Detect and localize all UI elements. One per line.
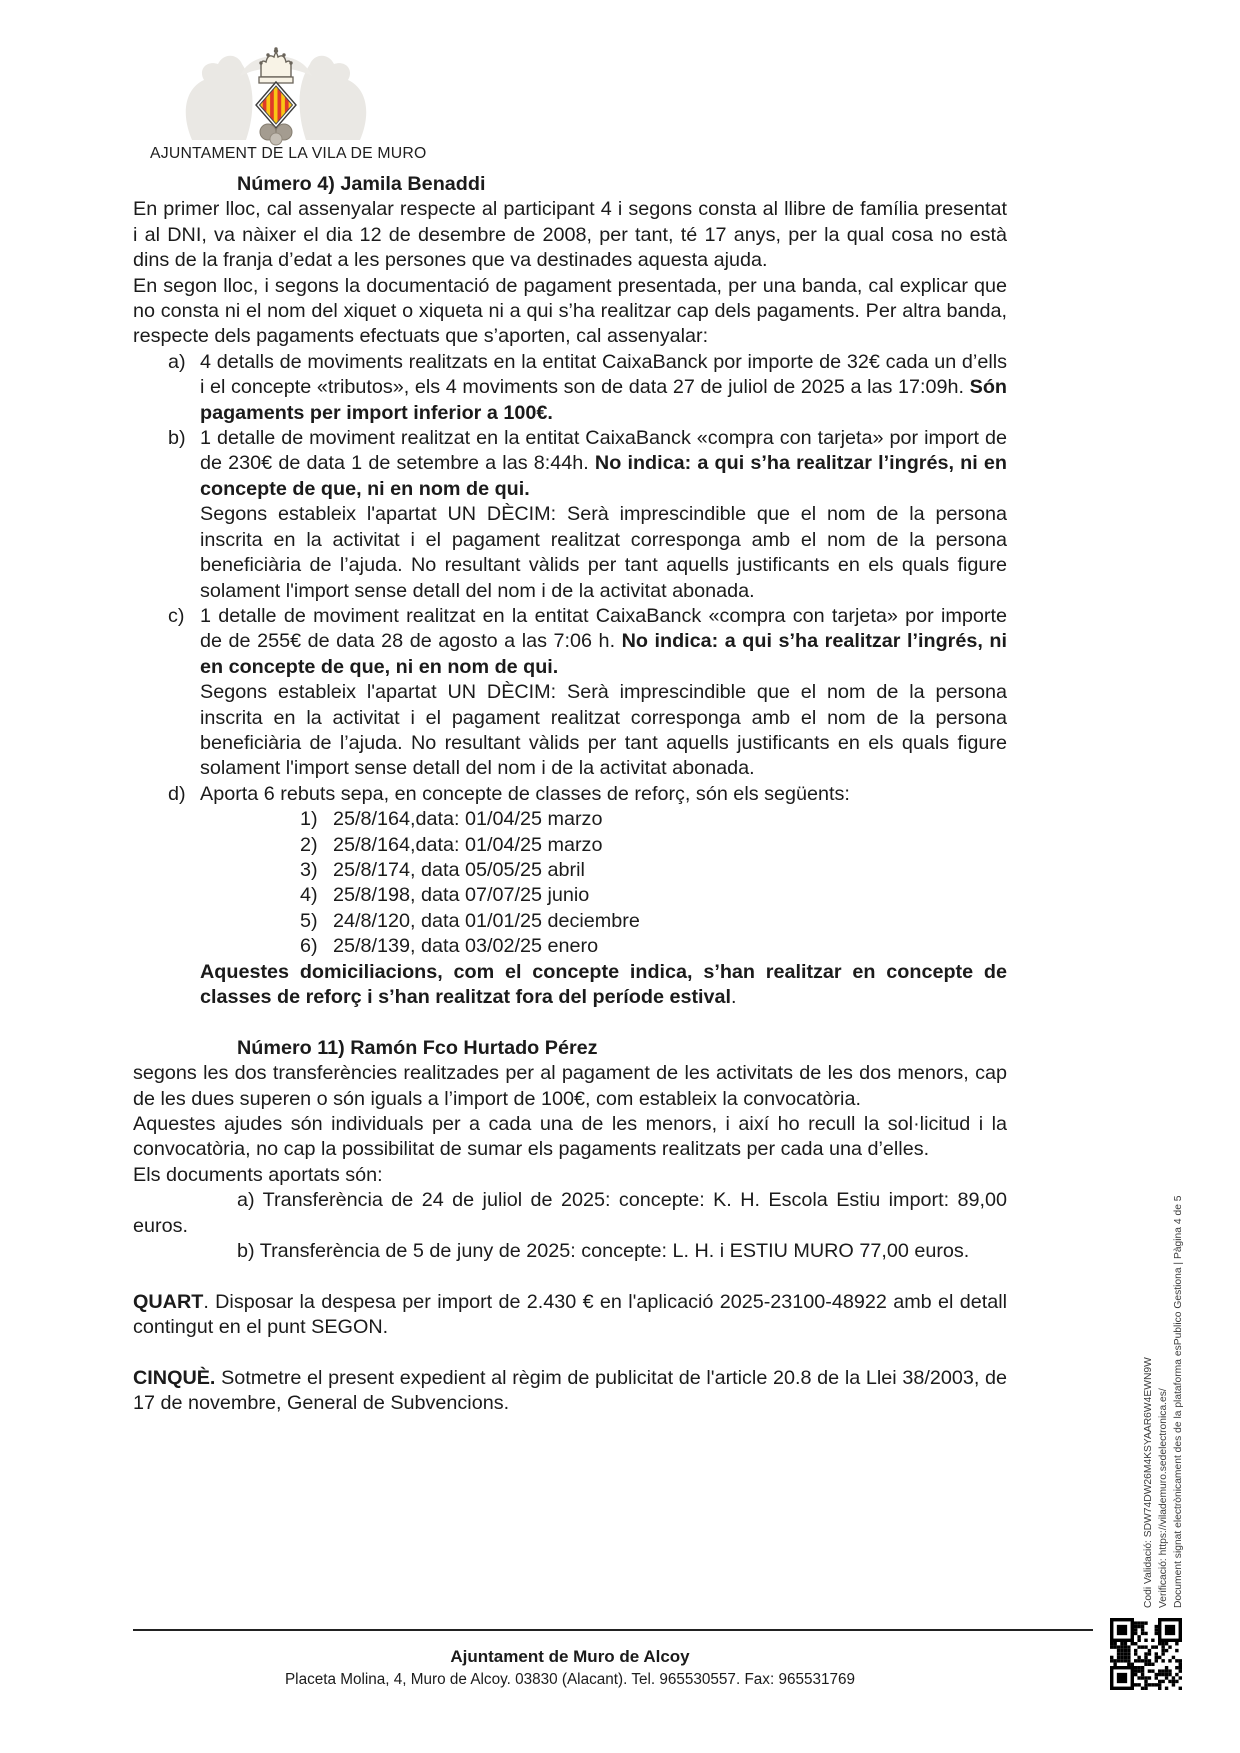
body-text: 1 detalle de moviment realitzat en la entitat CaixaBanck «compra con tarjeta» por importe de de 255€ de data 28 de agosto a las 7:06 h. [200,604,1007,653]
document-body [133,172,1007,1417]
paragraph: b) Transferència de 5 de juny de 2025: concepte: L. H. i ESTIU MURO 77,00 euros. [237,1240,970,1263]
paragraph-quart [133,1290,1007,1341]
list-item-d [133,782,1007,1011]
receipt-row [300,833,1007,858]
paragraph [200,350,1007,426]
receipt-number: 6) [300,935,318,958]
emphasis-text: QUART [133,1290,204,1313]
list-item-c [133,604,1007,782]
signature-metadata [1142,980,1188,1608]
receipt-row [300,807,1007,832]
footer-address: Placeta Molina, 4, Muro de Alcoy. 03830 (Alacant). Tel. 965530557. Fax: 965531769 [284,1671,856,1688]
emphasis-text: Són pagaments per import inferior a 100€. [200,376,1007,424]
paragraph [200,960,1007,1011]
list-marker: c) [168,604,185,627]
footer-organization: Ajuntament de Muro de Alcoy [450,1647,690,1666]
receipt-number: 3) [300,858,318,881]
body-text: . Disposar la despesa per import de 2.430 € en l'aplicació 2025-23100-48922 amb el detall contingut en el punt SEGON. [133,1290,1007,1339]
coat-of-arms-icon [128,36,428,148]
receipt-row [300,934,1007,959]
logo-caption: AJUNTAMENT DE LA VILA DE MURO [150,145,427,162]
receipt-number: 5) [300,909,318,932]
paragraph: Aquestes ajudes són individuals per a cada una de les menors, i així ho recull la sol·licitud i la convocatòria, no cap la possibilitat de sumar els pagaments realitzats per cada una d’elles. [133,1113,1007,1161]
receipt-row [300,909,1007,934]
list-item-b [133,426,1007,604]
receipt-text: 24/8/120, data 01/01/25 deciembre [333,909,640,932]
emphasis-text: CINQUÈ. [133,1367,216,1390]
section-heading-numero-11: Número 11) Ramón Fco Hurtado Pérez [237,1036,598,1059]
paragraph: Segons estableix l'apartat UN DÈCIM: Serà imprescindible que el nom de la persona inscrita en la activitat i el pagament realitzat corresponga amb el nom de la persona beneficiària de l’ajuda. No resultant vàlids per tant aquells justificants en els quals figure solament l'import sense detall del nom i de la activitat abonada. [200,681,1007,780]
footer-divider [133,1629,1093,1631]
receipt-row [300,858,1007,883]
validation-code: Codi Validació: SDW74DW26M4KSYAAR6W4EWN9W [1143,1357,1154,1608]
body-text: 1 detalle de moviment realitzat en la entitat CaixaBanck «compra con tarjeta» por import de de 230€ de data 1 de setembre a las 8:44h. [200,427,1007,475]
section-heading-numero-4: Número 4) Jamila Benaddi [237,173,486,195]
body-text: 4 detalls de moviments realitzats en la entitat CaixaBanck por importe de 32€ cada un d’ells i el concepte «tributos», els 4 moviments son de data 27 de juliol de 2025 a las 17:09h. [200,350,1007,399]
receipt-list [200,807,1007,959]
paragraph [200,426,1007,502]
emphasis-text: Aquestes domiciliacions, com el concepte indica, s’han realitzar en concepte de classes de reforç i s’han realitzat fora del període estival [200,960,1007,1008]
paragraph-cinque [133,1366,1007,1417]
paragraph: segons les dos transferències realitzades per al pagament de les activitats de les dos menors, cap de les dues superen o són iguals a l’import de 100€, com estableix la convocatòria. [133,1062,1007,1110]
paragraph: En primer lloc, cal assenyalar respecte al participant 4 i segons consta al llibre de família presentat i al DNI, va nàixer el dia 12 de desembre de 2008, per tant, té 17 anys, per la qual cosa no està dins de la franja d’edat a les persones que va destinades aquesta ajuda. [133,198,1007,272]
paragraph: En segon lloc, i segons la documentació de pagament presentada, per una banda, cal explicar que no consta ni el nom del xiquet o xiqueta ni a qui s’ha realitzar cap dels pagaments. Per altra banda, respecte dels pagaments efectuats que s’aporten, cal assenyalar: [133,274,1007,348]
receipt-text: 25/8/198, data 07/07/25 junio [333,884,590,907]
qr-code [1110,1618,1182,1690]
list-item-a [133,350,1007,426]
receipt-number: 4) [300,884,318,907]
receipt-text: 25/8/139, data 03/02/25 enero [333,935,599,958]
paragraph: Els documents aportats són: [133,1163,383,1186]
receipt-row [300,883,1007,908]
body-text: Sotmetre el present expedient al règim de publicitat de l'article 20.8 de la Llei 38/2003, de 17 de novembre, General de Subvencions. [133,1367,1007,1415]
verification-url: Verificació: https://vilademuro.sedelectronica.es/ [1157,1388,1169,1608]
list-marker: d) [168,782,186,805]
receipt-text: 25/8/164,data: 01/04/25 marzo [333,833,603,856]
list-marker: a) [168,350,186,373]
paragraph: a) Transferència de 24 de juliol de 2025: concepte: K. H. Escola Estiu import: 89,00 euros. [133,1189,1007,1237]
paragraph [200,604,1007,680]
emphasis-text: No indica: a qui s’ha realitzar l’ingrés, ni en concepte de que, ni en nom de qui. [200,452,1007,500]
paragraph: Aporta 6 rebuts sepa, en concepte de classes de reforç, són els següents: [200,782,850,805]
receipt-number: 2) [300,833,318,856]
receipt-text: 25/8/164,data: 01/04/25 marzo [333,808,603,831]
signature-platform-note: Document signat electrònicament des de la plataforma esPublico Gestiona | Pàgina 4 de 5 [1172,1195,1184,1608]
list-marker: b) [168,427,186,450]
body-text: . [731,986,737,1008]
paragraph: Segons estableix l'apartat UN DÈCIM: Serà imprescindible que el nom de la persona inscrita en la activitat i el pagament realitzat corresponga amb el nom de la persona beneficiària de l’ajuda. No resultant vàlids per tant aquells justificants en els quals figure solament l'import sense detall del nom i de la activitat abonada. [200,503,1007,602]
emphasis-text: No indica: a qui s’ha realitzar l’ingrés, ni en concepte de que, ni en nom de qui. [200,630,1007,678]
receipt-text: 25/8/174, data 05/05/25 abril [333,858,585,881]
page-footer [133,1645,1007,1691]
receipt-number: 1) [300,808,318,831]
